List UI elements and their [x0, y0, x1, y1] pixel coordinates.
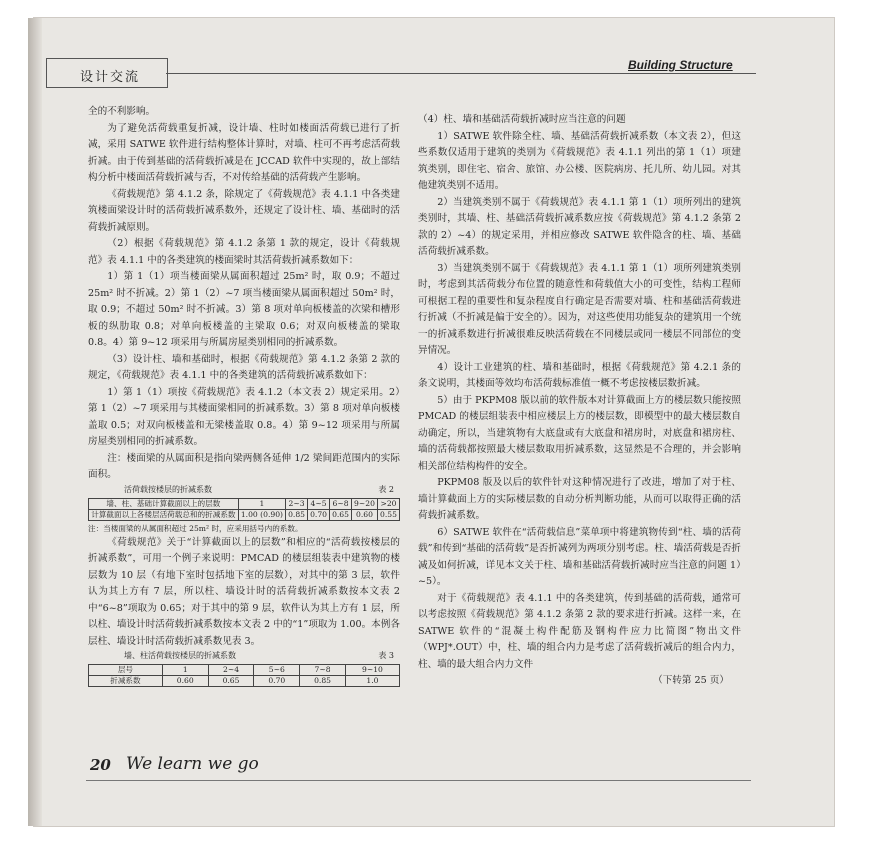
- header-rule: [166, 73, 756, 74]
- continued-note: （下转第 25 页）: [653, 675, 729, 686]
- table-row: [89, 509, 400, 520]
- table2-caption-row: [88, 484, 400, 496]
- table-cell: 5~6: [254, 665, 300, 676]
- table-cell: 2~4: [208, 665, 254, 676]
- paragraph: （2）根据《荷载规范》第 4.1.2 条第 1 款的规定，设计《荷载规范》表 4.1.1 中的各类建筑的楼面梁时其活荷载折减系数如下：: [88, 238, 400, 266]
- paragraph: 1）SATWE 软件除全柱、墙、基础活荷载折减系数（本文表 2），但这些系数仅适用于建筑的类别为《荷载规范》表 4.1.1 列出的第 1（1）项建筑类别，即住宅、宿舍、旅馆、办公楼、医院病房、托儿所、幼儿园。对其他建筑类别不适用。: [418, 130, 741, 191]
- table-cell: 1: [162, 665, 208, 676]
- page-number: 20: [90, 756, 111, 774]
- table-row: [89, 665, 400, 676]
- paragraph: 1）第 1（1）项当楼面梁从属面积超过 25m² 时，取 0.9；不超过 25m² 时不折减。2）第 1（2）~7 项当楼面梁从属面积超过 50m² 时，取 0.9；不超过 50m² 时不折减。3）第 8 项对单向板楼盖的次梁和槽形板的纵肋取 0.8；对单向板楼盖的主梁取 0.6；对双向板楼盖的梁取 0.8。4）第 9~12 项采用与所属房屋类别相同的折减系数。: [88, 271, 400, 348]
- table-row-header: 折减系数: [89, 676, 163, 687]
- paragraph: 3）当建筑类别不属于《荷载规范》表 4.1.1 第 1（1）项所列建筑类别时，考虑到其活荷载分布位置的随意性和荷载值大小的可变性，结构工程师可根据工程的重要性和复杂程度自行确定是否需要对墙、柱和基础活荷载进行折减（不折减是偏于安全的）。因为，对这些使用功能复杂的建筑用一个统一的折减系数进行折减很难反映活荷载在不同楼层或同一楼层不同部位的变异情况。: [418, 262, 741, 356]
- table-cell: 0.60: [162, 676, 208, 687]
- left-column: [88, 104, 400, 689]
- table-cell: 0.65: [208, 676, 254, 687]
- table-cell: 1: [238, 498, 285, 509]
- paragraph: 对于《荷载规范》表 4.1.1 中的各类建筑，传到基础的活荷载，通常可以考虑按照《荷载规范》第 4.1.2 条第 2 款的要求进行折减。这样一来，在 SATWE 软件的“混凝土构件配筋及钢构件应力比简图”物出文件（WPJ*.OUT）中，柱、墙的组合内力是考虑了活荷载折减后的组合内力，柱、墙的最大组合内力文件: [418, 592, 741, 670]
- table-cell: 4~5: [308, 498, 330, 509]
- table2: [88, 498, 400, 521]
- table3-label: 表 3: [378, 651, 394, 660]
- table-cell: 7~8: [300, 665, 346, 676]
- table3-caption-row: [88, 650, 400, 662]
- paragraph: 为了避免活荷载重复折减，设计墙、柱时如楼面活荷载已进行了折减，采用 SATWE 软件进行结构整体计算时，对墙、柱可不再考虑活荷载折减。由于传到基础的活荷载折减是在 JCCAD 软件中实现的，故上部结构分析中楼面活荷载折减与否，不对传给基础的活荷载产生影响。: [88, 122, 400, 183]
- table-cell: >20: [377, 498, 399, 509]
- table2-caption: 活荷载按楼层的折减系数: [124, 484, 212, 494]
- paragraph: （3）设计柱、墙和基础时，根据《荷载规范》第 4.1.2 条第 2 款的规定，《荷载规范》表 4.1.1 中的各类建筑的活荷载折减系数如下：: [88, 353, 400, 381]
- table-cell: 1.0: [345, 676, 399, 687]
- footer-rule: [86, 780, 751, 781]
- right-column: [418, 112, 741, 690]
- table3: [88, 664, 400, 687]
- note-paragraph: 注：楼面梁的从属面积是指向梁两侧各延伸 1/2 梁间距范围内的实际面积。: [88, 452, 400, 480]
- table-cell: 1.00 (0.90): [238, 509, 285, 520]
- table-row: [89, 498, 400, 509]
- table-row-header: 计算截面以上各楼层活荷载总和的折减系数: [89, 509, 239, 520]
- table2-label: 表 2: [378, 484, 394, 494]
- table-cell: 0.55: [377, 509, 399, 520]
- journal-name: Building Structure: [628, 58, 733, 72]
- paragraph: 4）设计工业建筑的柱、墙和基础时，根据《荷载规范》第 4.2.1 条的条文说明，其楼面等效均布活荷载标准值一概不考虑按楼层数折减。: [418, 361, 741, 389]
- table-cell: 0.65: [330, 509, 352, 520]
- paragraph: PKPM08 版及以后的软件针对这种情况进行了改进，增加了对于柱、墙计算截面上方的实际楼层数的自动分析判断功能，从而可以取得正确的活荷载折减系数。: [418, 477, 741, 521]
- table-cell: 9~10: [345, 665, 399, 676]
- paragraph: 1）第 1（1）项按《荷载规范》表 4.1.2（本文表 2）规定采用。2）第 1（2）~7 项采用与其楼面梁相同的折减系数。3）第 8 项对单向板楼盖取 0.5；对双向板楼盖和无梁楼盖取 0.8。4）第 9~12 项采用与所属房屋类别相同的折减系数。: [88, 386, 400, 447]
- section-title: 设计交流: [80, 70, 141, 85]
- table-cell: 9~20: [352, 498, 378, 509]
- footer-slogan: We learn we go: [126, 754, 259, 774]
- table2-note: 注：当楼面梁的从属面积超过 25m² 时，应采用括号内的系数。: [88, 523, 303, 533]
- table3-caption: 墙、柱活荷载按楼层的折减系数: [124, 651, 236, 660]
- table-row-header: 层号: [89, 665, 163, 676]
- table-row: [89, 676, 400, 687]
- paragraph: 《荷载规范》关于“计算截面以上的层数”和相应的“活荷载按楼层的折减系数”，可用一个例子来说明：PMCAD 的楼层组装表中建筑物的楼层数为 10 层（有地下室时包括地下室的层数），对其中的第 3 层，软件认为其上方有 7 层，所以柱、墙设计时的活荷载折减系数按本文表 2 中“6~8”项取为 0.65；对于其中的第 9 层，软件认为其上方有 1 层，所以柱、墙设计时活荷载折减系数按本文表 2 中的“1”项取为 1.00。本例各层柱、墙设计时活荷载折减系数见表 3。: [88, 536, 400, 647]
- table-cell: 0.70: [308, 509, 330, 520]
- paragraph: 全的不利影响。: [88, 106, 156, 117]
- table-cell: 2~3: [286, 498, 308, 509]
- paragraph: 6）SATWE 软件在“活荷载信息”菜单项中将建筑物传到“柱、墙的活荷载”和传到“基础的活荷载”是否折减列为两项分别考虑。柱、墙活荷载是否折减及如何折减，详见本文关于柱、墙和基础活荷载折减时应当注意的问题 1）~5）。: [418, 526, 741, 587]
- paragraph: 5）由于 PKPM08 版以前的软件版本对计算截面上方的楼层数只能按照 PMCAD 的楼层组装表中相应楼层上方的楼层数，即模型中的最大楼层数自动确定，所以，当建筑物有大底盘或有大底盘和裙房时，对底盘和裙房柱、墙的活荷载都按照最大楼层数取用折减系数，这显然是不合理的，并会影响相关部位结构构件的安全。: [418, 394, 741, 472]
- page-binding-shadow: [28, 18, 42, 826]
- table-row-header: 墙、柱、基础计算截面以上的层数: [89, 498, 239, 509]
- table-cell: 0.85: [300, 676, 346, 687]
- paragraph: 2）当建筑类别不属于《荷载规范》表 4.1.1 第 1（1）项所列出的建筑类别时，其墙、柱、基础活荷载折减系数应按《荷载规范》第 4.1.2 条第 2 款的 2）~4）的规定采用，并相应修改 SATWE 软件隐含的柱、墙、基础活荷载折减系数。: [418, 196, 741, 257]
- subsection-heading: （4）柱、墙和基础活荷载折减时应当注意的问题: [418, 114, 626, 125]
- table-cell: 0.70: [254, 676, 300, 687]
- table-cell: 6~8: [330, 498, 352, 509]
- table-cell: 0.85: [286, 509, 308, 520]
- paragraph: 《荷载规范》第 4.1.2 条，除规定了《荷载规范》表 4.1.1 中各类建筑楼面梁设计时的活荷载折减系数外，还规定了设计柱、墙、基础时的活荷载折减原则。: [88, 188, 400, 233]
- table-cell: 0.60: [352, 509, 378, 520]
